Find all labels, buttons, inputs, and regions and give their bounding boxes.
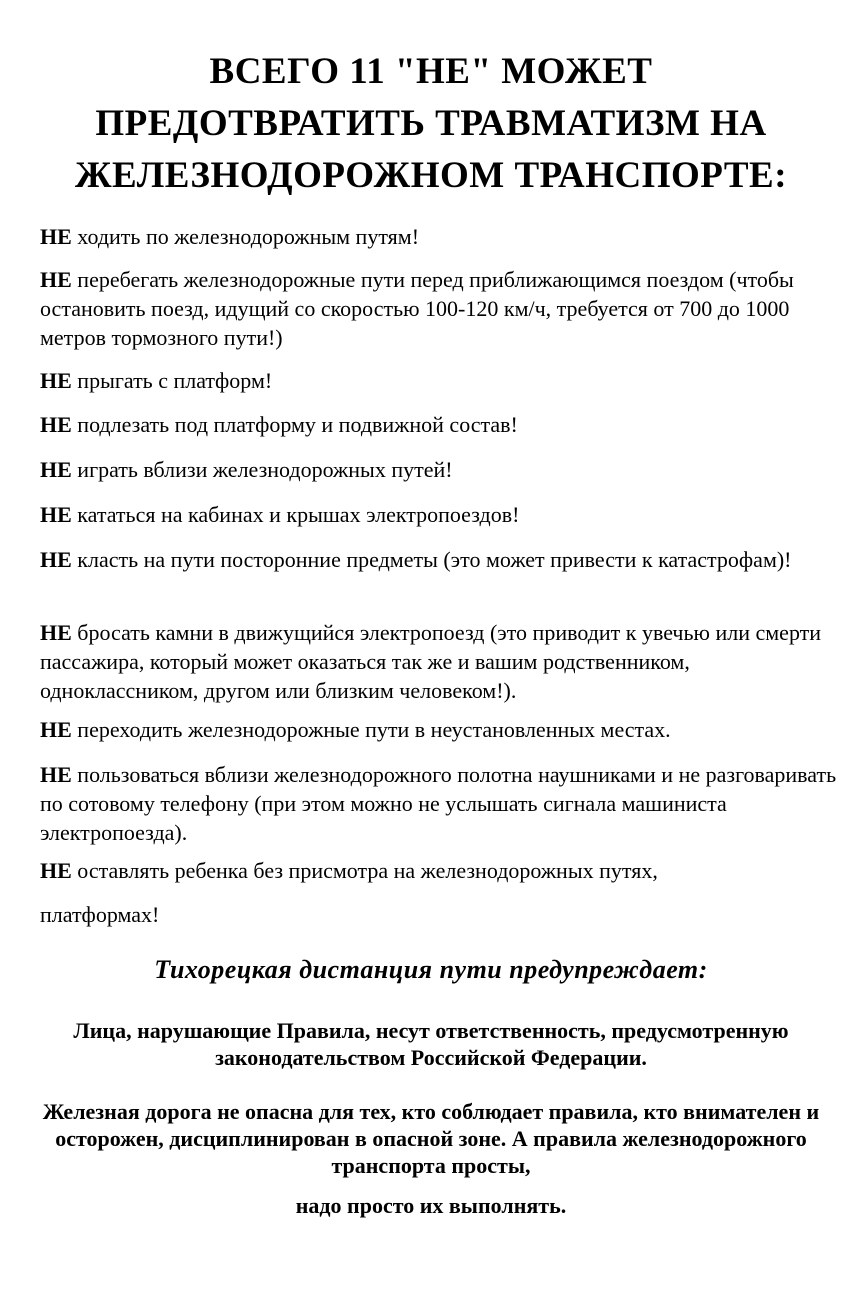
rule-item xyxy=(40,222,850,251)
rule-ne: НЕ xyxy=(40,547,72,572)
rule-text: прыгать с платформ! xyxy=(77,368,273,393)
page-title: ВСЕГО 11 "НЕ" МОЖЕТ ПРЕДОТВРАТИТЬ ТРАВМАТИЗМ НА ЖЕЛЕЗНОДОРОЖНОМ ТРАНСПОРТЕ: xyxy=(74,51,788,196)
rule-item xyxy=(40,500,850,529)
rule-ne: НЕ xyxy=(40,858,72,883)
rule-ne: НЕ xyxy=(40,224,72,249)
rule-item xyxy=(40,410,850,439)
rule-item xyxy=(40,455,850,484)
rule-text: класть на пути посторонние предметы (это может привести к катастрофам)! xyxy=(77,547,792,572)
rule-item xyxy=(40,760,850,847)
rule-ne: НЕ xyxy=(40,717,72,742)
rule-item xyxy=(40,715,850,744)
rule-item xyxy=(40,545,850,574)
rule-continuation: платформах! xyxy=(40,902,160,927)
rule-text: перебегать железнодорожные пути перед приближающимся поездом (чтобы остановить поезд, идущий со скоростью 100-120 км/ч, требуется от 700 до 1000 метров тормозного пути!) xyxy=(40,267,794,350)
rule-text: ходить по железнодорожным путям! xyxy=(77,224,420,249)
rule-item xyxy=(40,618,850,705)
rule-ne: НЕ xyxy=(40,412,72,437)
warning-heading: Тихорецкая дистанция пути предупреждает: xyxy=(154,955,708,984)
responsibility-notice: Лица, нарушающие Правила, несут ответственность, предусмотренную законодательством Российской Федерации. xyxy=(73,1018,789,1070)
rule-item xyxy=(40,265,850,352)
rule-text: кататься на кабинах и крышах электропоездов! xyxy=(77,502,520,527)
rule-text: переходить железнодорожные пути в неустановленных местах. xyxy=(77,717,671,742)
rule-text: играть вблизи железнодорожных путей! xyxy=(77,457,453,482)
rule-text: бросать камни в движущийся электропоезд (это приводит к увечью или смерти пассажира, который может оказаться так же и вашим родственником, одноклассником, другом или близким человеком!). xyxy=(40,620,822,703)
rule-ne: НЕ xyxy=(40,368,72,393)
rule-ne: НЕ xyxy=(40,502,72,527)
rule-ne: НЕ xyxy=(40,457,72,482)
rule-item xyxy=(40,856,850,885)
rule-ne: НЕ xyxy=(40,762,72,787)
rule-text: подлезать под платформу и подвижной состав! xyxy=(77,412,518,437)
rule-ne: НЕ xyxy=(40,267,72,292)
closing-paragraph: Железная дорога не опасна для тех, кто соблюдает правила, кто внимателен и осторожен, дисциплинирован в опасной зоне. А правила железнодорожного транспорта просты, xyxy=(42,1099,820,1178)
rule-item xyxy=(40,366,850,395)
rule-ne: НЕ xyxy=(40,620,72,645)
closing-last-line: надо просто их выполнять. xyxy=(295,1193,567,1218)
rule-text: пользоваться вблизи железнодорожного полотна наушниками и не разговаривать по сотовому телефону (при этом можно не услышать сигнала машиниста электропоезда). xyxy=(40,762,837,845)
rule-text: оставлять ребенка без присмотра на железнодорожных путях, xyxy=(77,858,658,883)
